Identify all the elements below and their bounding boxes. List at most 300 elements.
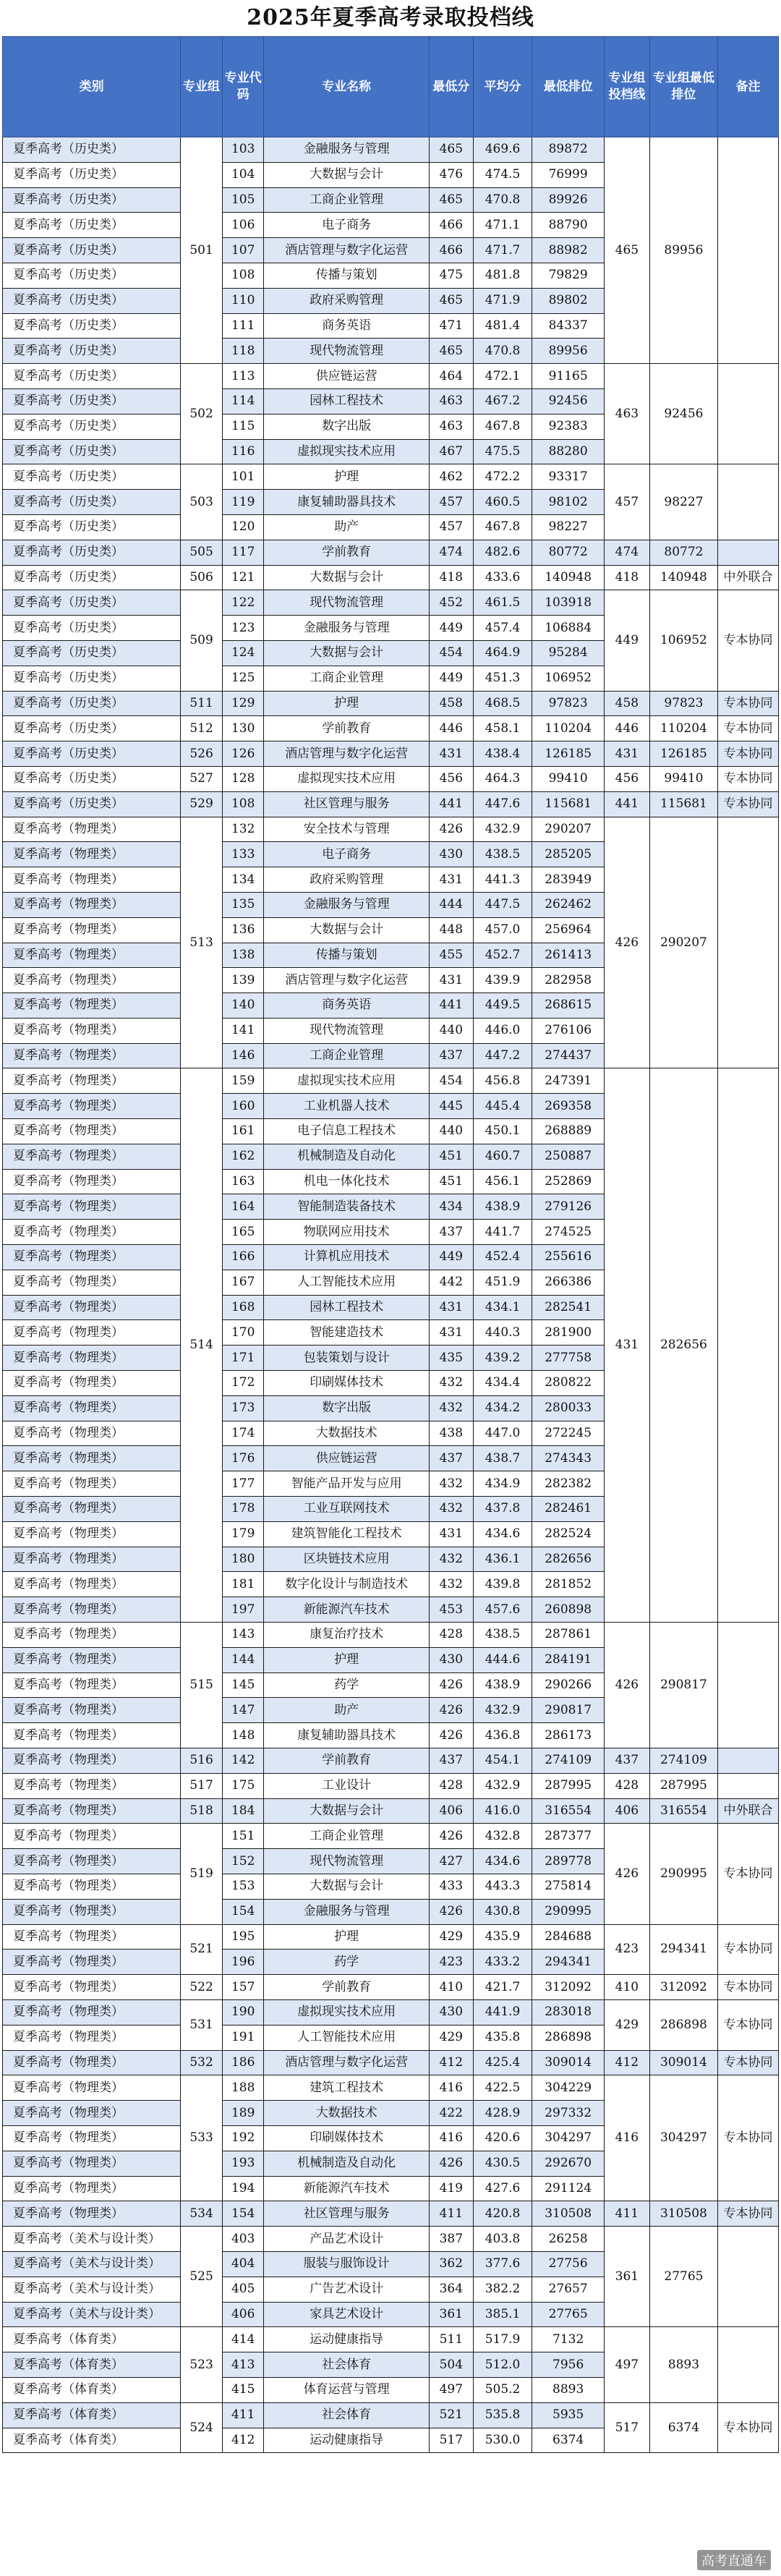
category-cell: 夏季高考（历史类） — [3, 414, 181, 439]
min-rank-cell: 297332 — [532, 2101, 605, 2126]
code-cell: 192 — [222, 2125, 264, 2151]
category-cell: 夏季高考（历史类） — [3, 213, 181, 238]
min-rank-cell: 282958 — [532, 968, 605, 993]
avg-score-cell: 474.5 — [473, 162, 532, 187]
avg-score-cell: 437.8 — [473, 1497, 532, 1522]
group-line-cell: 423 — [604, 1924, 649, 1975]
avg-score-cell: 438.5 — [473, 842, 532, 867]
group-cell: 529 — [181, 791, 223, 817]
min-rank-cell: 97823 — [532, 691, 605, 716]
major-cell: 人工智能技术应用 — [264, 1270, 429, 1295]
group-line-cell: 456 — [604, 766, 649, 791]
avg-score-cell: 517.9 — [473, 2327, 532, 2352]
table-row — [3, 766, 779, 791]
min-rank-cell: 284688 — [532, 1924, 605, 1950]
col-header-note: 备注 — [718, 37, 779, 137]
min-rank-cell: 280822 — [532, 1371, 605, 1396]
code-cell: 148 — [222, 1723, 264, 1748]
code-cell: 173 — [222, 1395, 264, 1421]
code-cell: 190 — [222, 1999, 264, 2025]
major-cell: 大数据与会计 — [264, 640, 429, 666]
code-cell: 104 — [222, 162, 264, 187]
min-rank-cell: 283018 — [532, 1999, 605, 2025]
code-cell: 141 — [222, 1018, 264, 1043]
min-score-cell: 416 — [429, 2125, 473, 2151]
min-rank-cell: 140948 — [532, 565, 605, 590]
category-cell: 夏季高考（体育类） — [3, 2402, 181, 2428]
avg-score-cell: 438.9 — [473, 1194, 532, 1220]
major-cell: 大数据与会计 — [264, 1874, 429, 1899]
min-score-cell: 431 — [429, 968, 473, 993]
avg-score-cell: 444.6 — [473, 1647, 532, 1672]
avg-score-cell: 457.6 — [473, 1597, 532, 1623]
min-rank-cell: 88982 — [532, 238, 605, 263]
major-cell: 工商企业管理 — [264, 187, 429, 213]
major-cell: 园林工程技术 — [264, 388, 429, 414]
code-cell: 174 — [222, 1421, 264, 1446]
min-rank-cell: 287377 — [532, 1824, 605, 1849]
category-cell: 夏季高考（体育类） — [3, 2428, 181, 2453]
group-cell: 503 — [181, 464, 223, 540]
min-score-cell: 430 — [429, 1999, 473, 2025]
category-cell: 夏季高考（物理类） — [3, 1395, 181, 1421]
major-cell: 酒店管理与数字化运营 — [264, 968, 429, 993]
code-cell: 122 — [222, 590, 264, 616]
min-score-cell: 440 — [429, 1119, 473, 1144]
code-cell: 128 — [222, 766, 264, 791]
group-rank-cell: 140948 — [649, 565, 717, 590]
category-cell: 夏季高考（美术与设计类） — [3, 2277, 181, 2302]
min-score-cell: 466 — [429, 238, 473, 263]
min-rank-cell: 274343 — [532, 1446, 605, 1471]
code-cell: 120 — [222, 514, 264, 540]
min-rank-cell: 261413 — [532, 943, 605, 968]
major-cell: 酒店管理与数字化运营 — [264, 238, 429, 263]
min-score-cell: 432 — [429, 1572, 473, 1597]
major-cell: 电子商务 — [264, 213, 429, 238]
major-cell: 安全技术与管理 — [264, 817, 429, 842]
group-rank-cell: 287995 — [649, 1773, 717, 1798]
group-rank-cell: 106952 — [649, 590, 717, 691]
group-line-cell: 412 — [604, 2050, 649, 2075]
min-rank-cell: 282656 — [532, 1547, 605, 1572]
min-rank-cell: 290266 — [532, 1672, 605, 1698]
group-line-cell: 361 — [604, 2227, 649, 2327]
group-cell: 526 — [181, 741, 223, 767]
major-cell: 园林工程技术 — [264, 1295, 429, 1320]
group-rank-cell: 6374 — [649, 2402, 717, 2453]
avg-score-cell: 434.2 — [473, 1395, 532, 1421]
category-cell: 夏季高考（物理类） — [3, 1270, 181, 1295]
min-score-cell: 464 — [429, 364, 473, 389]
avg-score-cell: 443.3 — [473, 1874, 532, 1899]
major-cell: 金融服务与管理 — [264, 137, 429, 163]
code-cell: 184 — [222, 1798, 264, 1824]
group-cell: 501 — [181, 137, 223, 364]
category-cell: 夏季高考（物理类） — [3, 1698, 181, 1723]
code-cell: 181 — [222, 1572, 264, 1597]
avg-score-cell: 441.7 — [473, 1220, 532, 1245]
min-rank-cell: 250887 — [532, 1144, 605, 1169]
min-score-cell: 429 — [429, 2025, 473, 2050]
group-cell: 531 — [181, 1999, 223, 2050]
group-line-cell: 426 — [604, 1623, 649, 1748]
category-cell: 夏季高考（物理类） — [3, 1723, 181, 1748]
avg-score-cell: 451.9 — [473, 1270, 532, 1295]
avg-score-cell: 440.3 — [473, 1320, 532, 1346]
min-score-cell: 434 — [429, 1194, 473, 1220]
table-body — [3, 137, 779, 2453]
group-line-cell: 410 — [604, 1975, 649, 2000]
min-score-cell: 428 — [429, 1623, 473, 1648]
avg-score-cell: 447.2 — [473, 1043, 532, 1068]
category-cell: 夏季高考（物理类） — [3, 943, 181, 968]
table-row — [3, 464, 779, 490]
min-rank-cell: 126185 — [532, 741, 605, 767]
avg-score-cell: 470.8 — [473, 187, 532, 213]
table-row — [3, 364, 779, 389]
code-cell: 188 — [222, 2075, 264, 2101]
group-rank-cell: 316554 — [649, 1798, 717, 1824]
code-cell: 135 — [222, 892, 264, 917]
min-score-cell: 462 — [429, 464, 473, 490]
table-row — [3, 137, 779, 163]
major-cell: 社会体育 — [264, 2352, 429, 2378]
min-rank-cell: 8893 — [532, 2377, 605, 2402]
major-cell: 智能产品开发与应用 — [264, 1471, 429, 1497]
min-score-cell: 465 — [429, 339, 473, 364]
min-score-cell: 361 — [429, 2302, 473, 2327]
major-cell: 助产 — [264, 1698, 429, 1723]
table-row — [3, 2201, 779, 2227]
avg-score-cell: 460.5 — [473, 490, 532, 515]
code-cell: 168 — [222, 1295, 264, 1320]
category-cell: 夏季高考（物理类） — [3, 1748, 181, 1774]
min-rank-cell: 89872 — [532, 137, 605, 163]
min-score-cell: 419 — [429, 2176, 473, 2201]
major-cell: 商务英语 — [264, 313, 429, 339]
min-rank-cell: 312092 — [532, 1975, 605, 2000]
avg-score-cell: 452.4 — [473, 1245, 532, 1270]
major-cell: 数字出版 — [264, 414, 429, 439]
min-rank-cell: 268615 — [532, 993, 605, 1019]
category-cell: 夏季高考（历史类） — [3, 490, 181, 515]
min-score-cell: 465 — [429, 137, 473, 163]
table-row — [3, 2050, 779, 2075]
note-cell — [718, 1623, 779, 1748]
table-row — [3, 1798, 779, 1824]
min-rank-cell: 247391 — [532, 1068, 605, 1094]
major-cell: 现代物流管理 — [264, 1018, 429, 1043]
category-cell: 夏季高考（历史类） — [3, 187, 181, 213]
major-cell: 体育运营与管理 — [264, 2377, 429, 2402]
group-cell: 515 — [181, 1623, 223, 1748]
category-cell: 夏季高考（物理类） — [3, 1849, 181, 1874]
table-row — [3, 1824, 779, 1849]
category-cell: 夏季高考（历史类） — [3, 313, 181, 339]
major-cell: 金融服务与管理 — [264, 1899, 429, 1924]
major-cell: 工业互联网技术 — [264, 1497, 429, 1522]
group-rank-cell: 115681 — [649, 791, 717, 817]
major-cell: 大数据与会计 — [264, 917, 429, 943]
category-cell: 夏季高考（物理类） — [3, 2201, 181, 2227]
category-cell: 夏季高考（历史类） — [3, 640, 181, 666]
min-rank-cell: 287861 — [532, 1623, 605, 1648]
major-cell: 学前教育 — [264, 1975, 429, 2000]
col-header-category: 类别 — [3, 37, 181, 137]
category-cell: 夏季高考（物理类） — [3, 1647, 181, 1672]
min-score-cell: 431 — [429, 741, 473, 767]
min-score-cell: 431 — [429, 1320, 473, 1346]
code-cell: 404 — [222, 2251, 264, 2277]
min-score-cell: 455 — [429, 943, 473, 968]
min-rank-cell: 84337 — [532, 313, 605, 339]
code-cell: 118 — [222, 339, 264, 364]
major-cell: 产品艺术设计 — [264, 2227, 429, 2252]
avg-score-cell: 469.6 — [473, 137, 532, 163]
min-rank-cell: 88790 — [532, 213, 605, 238]
code-cell: 186 — [222, 2050, 264, 2075]
category-cell: 夏季高考（历史类） — [3, 716, 181, 741]
major-cell: 学前教育 — [264, 716, 429, 741]
table-row — [3, 817, 779, 842]
avg-score-cell: 421.7 — [473, 1975, 532, 2000]
group-line-cell: 441 — [604, 791, 649, 817]
page-title: 2025年夏季高考录取投档线 — [247, 5, 534, 30]
min-rank-cell: 274109 — [532, 1748, 605, 1774]
col-header-min-rank: 最低排位 — [532, 37, 605, 137]
min-rank-cell: 79829 — [532, 263, 605, 288]
min-score-cell: 416 — [429, 2075, 473, 2101]
table-row — [3, 741, 779, 767]
major-cell: 传播与策划 — [264, 263, 429, 288]
min-rank-cell: 286898 — [532, 2025, 605, 2050]
min-score-cell: 423 — [429, 1950, 473, 1975]
category-cell: 夏季高考（物理类） — [3, 1421, 181, 1446]
major-cell: 大数据与会计 — [264, 1798, 429, 1824]
major-cell: 护理 — [264, 1647, 429, 1672]
avg-score-cell: 467.8 — [473, 514, 532, 540]
avg-score-cell: 460.7 — [473, 1144, 532, 1169]
major-cell: 现代物流管理 — [264, 339, 429, 364]
col-header-group-rank: 专业组最低排位 — [649, 37, 717, 137]
note-cell — [718, 1773, 779, 1798]
table-row — [3, 716, 779, 741]
min-score-cell: 364 — [429, 2277, 473, 2302]
min-rank-cell: 262462 — [532, 892, 605, 917]
min-rank-cell: 95284 — [532, 640, 605, 666]
min-score-cell: 449 — [429, 666, 473, 691]
category-cell: 夏季高考（物理类） — [3, 867, 181, 893]
note-cell — [718, 1068, 779, 1623]
avg-score-cell: 438.4 — [473, 741, 532, 767]
min-rank-cell: 290207 — [532, 817, 605, 842]
min-score-cell: 426 — [429, 1899, 473, 1924]
major-cell: 机械制造及自动化 — [264, 2151, 429, 2176]
major-cell: 计算机应用技术 — [264, 1245, 429, 1270]
group-cell: 523 — [181, 2327, 223, 2402]
min-rank-cell: 115681 — [532, 791, 605, 817]
min-rank-cell: 103918 — [532, 590, 605, 616]
min-score-cell: 448 — [429, 917, 473, 943]
avg-score-cell: 433.2 — [473, 1950, 532, 1975]
group-cell: 506 — [181, 565, 223, 590]
code-cell: 415 — [222, 2377, 264, 2402]
category-cell: 夏季高考（物理类） — [3, 892, 181, 917]
code-cell: 142 — [222, 1748, 264, 1774]
avg-score-cell: 535.8 — [473, 2402, 532, 2428]
avg-score-cell: 441.3 — [473, 867, 532, 893]
category-cell: 夏季高考（物理类） — [3, 968, 181, 993]
min-rank-cell: 93317 — [532, 464, 605, 490]
code-cell: 107 — [222, 238, 264, 263]
min-rank-cell: 283949 — [532, 867, 605, 893]
avg-score-cell: 464.9 — [473, 640, 532, 666]
min-score-cell: 444 — [429, 892, 473, 917]
min-score-cell: 476 — [429, 162, 473, 187]
major-cell: 智能建造技术 — [264, 1320, 429, 1346]
min-score-cell: 449 — [429, 1245, 473, 1270]
note-cell — [718, 540, 779, 565]
avg-score-cell: 456.1 — [473, 1169, 532, 1194]
category-cell: 夏季高考（体育类） — [3, 2352, 181, 2378]
code-cell: 136 — [222, 917, 264, 943]
avg-score-cell: 451.3 — [473, 666, 532, 691]
note-cell — [718, 817, 779, 1068]
category-cell: 夏季高考（物理类） — [3, 1371, 181, 1396]
avg-score-cell: 432.9 — [473, 817, 532, 842]
min-rank-cell: 282382 — [532, 1471, 605, 1497]
group-line-cell: 446 — [604, 716, 649, 741]
category-cell: 夏季高考（物理类） — [3, 2075, 181, 2101]
code-cell: 171 — [222, 1346, 264, 1371]
category-cell: 夏季高考（物理类） — [3, 2050, 181, 2075]
group-rank-cell: 290995 — [649, 1824, 717, 1924]
group-rank-cell: 99410 — [649, 766, 717, 791]
category-cell: 夏季高考（物理类） — [3, 1043, 181, 1068]
avg-score-cell: 403.8 — [473, 2227, 532, 2252]
avg-score-cell: 439.9 — [473, 968, 532, 993]
code-cell: 406 — [222, 2302, 264, 2327]
major-cell: 工商企业管理 — [264, 666, 429, 691]
code-cell: 105 — [222, 187, 264, 213]
min-score-cell: 504 — [429, 2352, 473, 2378]
category-cell: 夏季高考（物理类） — [3, 1572, 181, 1597]
category-cell: 夏季高考（物理类） — [3, 1245, 181, 1270]
min-rank-cell: 269358 — [532, 1094, 605, 1119]
group-rank-cell: 27765 — [649, 2227, 717, 2327]
min-score-cell: 428 — [429, 1773, 473, 1798]
major-cell: 金融服务与管理 — [264, 892, 429, 917]
min-score-cell: 426 — [429, 1698, 473, 1723]
major-cell: 学前教育 — [264, 1748, 429, 1774]
category-cell: 夏季高考（物理类） — [3, 1471, 181, 1497]
table-row — [3, 2227, 779, 2252]
avg-score-cell: 458.1 — [473, 716, 532, 741]
major-cell: 人工智能技术应用 — [264, 2025, 429, 2050]
avg-score-cell: 382.2 — [473, 2277, 532, 2302]
major-cell: 智能制造装备技术 — [264, 1194, 429, 1220]
group-line-cell: 426 — [604, 1824, 649, 1924]
category-cell: 夏季高考（物理类） — [3, 1119, 181, 1144]
note-cell: 专本协同 — [718, 691, 779, 716]
code-cell: 193 — [222, 2151, 264, 2176]
category-cell: 夏季高考（历史类） — [3, 691, 181, 716]
group-line-cell: 463 — [604, 364, 649, 464]
major-cell: 社区管理与服务 — [264, 2201, 429, 2227]
avg-score-cell: 447.6 — [473, 791, 532, 817]
min-score-cell: 446 — [429, 716, 473, 741]
min-rank-cell: 27765 — [532, 2302, 605, 2327]
table-row — [3, 1748, 779, 1774]
group-rank-cell: 126185 — [649, 741, 717, 767]
major-cell: 药学 — [264, 1672, 429, 1698]
min-rank-cell: 110204 — [532, 716, 605, 741]
min-score-cell: 411 — [429, 2201, 473, 2227]
group-rank-cell: 312092 — [649, 1975, 717, 2000]
code-cell: 161 — [222, 1119, 264, 1144]
code-cell: 180 — [222, 1547, 264, 1572]
major-cell: 酒店管理与数字化运营 — [264, 741, 429, 767]
table-row — [3, 1773, 779, 1798]
note-cell: 专本协同 — [718, 2075, 779, 2201]
min-rank-cell: 282461 — [532, 1497, 605, 1522]
code-cell: 175 — [222, 1773, 264, 1798]
table-row — [3, 1924, 779, 1950]
min-rank-cell: 292670 — [532, 2151, 605, 2176]
code-cell: 144 — [222, 1647, 264, 1672]
major-cell: 药学 — [264, 1950, 429, 1975]
major-cell: 电子商务 — [264, 842, 429, 867]
min-rank-cell: 27756 — [532, 2251, 605, 2277]
group-rank-cell: 92456 — [649, 364, 717, 464]
min-score-cell: 427 — [429, 1849, 473, 1874]
category-cell: 夏季高考（历史类） — [3, 766, 181, 791]
min-score-cell: 511 — [429, 2327, 473, 2352]
min-score-cell: 441 — [429, 791, 473, 817]
avg-score-cell: 457.0 — [473, 917, 532, 943]
category-cell: 夏季高考（历史类） — [3, 741, 181, 767]
major-cell: 家具艺术设计 — [264, 2302, 429, 2327]
col-header-avg-score: 平均分 — [473, 37, 532, 137]
code-cell: 195 — [222, 1924, 264, 1950]
min-rank-cell: 274437 — [532, 1043, 605, 1068]
major-cell: 新能源汽车技术 — [264, 2176, 429, 2201]
avg-score-cell: 481.4 — [473, 313, 532, 339]
min-score-cell: 452 — [429, 590, 473, 616]
min-rank-cell: 274525 — [532, 1220, 605, 1245]
avg-score-cell: 435.8 — [473, 2025, 532, 2050]
min-rank-cell: 275814 — [532, 1874, 605, 1899]
group-cell: 509 — [181, 590, 223, 691]
avg-score-cell: 446.0 — [473, 1018, 532, 1043]
code-cell: 110 — [222, 288, 264, 313]
min-rank-cell: 287995 — [532, 1773, 605, 1798]
min-score-cell: 426 — [429, 2151, 473, 2176]
code-cell: 132 — [222, 817, 264, 842]
min-score-cell: 406 — [429, 1798, 473, 1824]
group-cell: 534 — [181, 2201, 223, 2227]
major-cell: 大数据与会计 — [264, 162, 429, 187]
group-line-cell: 431 — [604, 741, 649, 767]
major-cell: 区块链技术应用 — [264, 1547, 429, 1572]
code-cell: 113 — [222, 364, 264, 389]
code-cell: 101 — [222, 464, 264, 490]
major-cell: 印刷媒体技术 — [264, 1371, 429, 1396]
min-rank-cell: 281852 — [532, 1572, 605, 1597]
avg-score-cell: 439.8 — [473, 1572, 532, 1597]
major-cell: 工商企业管理 — [264, 1824, 429, 1849]
